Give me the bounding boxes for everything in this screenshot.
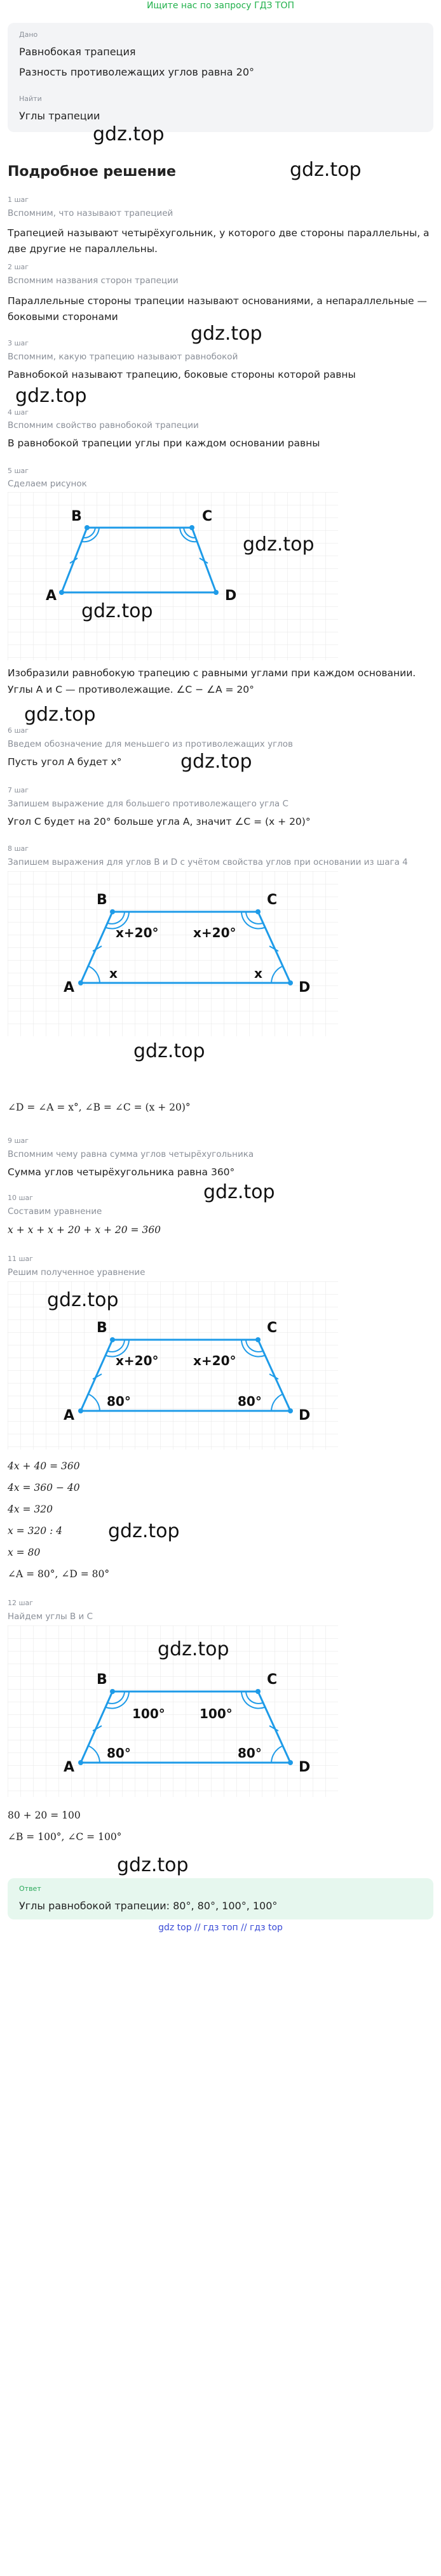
trapezoid-figure-2 bbox=[8, 871, 338, 1036]
step-subtitle: Составим уравнение bbox=[8, 1206, 102, 1217]
watermark: gdz.top bbox=[47, 1289, 119, 1311]
find-tag: Найти bbox=[19, 95, 42, 103]
trapezoid-figure-1 bbox=[8, 492, 338, 660]
vertex-label-b: B bbox=[97, 1672, 107, 1688]
answer-card bbox=[8, 1878, 433, 1919]
step-text: Параллельные стороны трапеции называют основаниями, а непараллельные — боковыми сторонами bbox=[8, 295, 427, 323]
solution-title: Подробное решение bbox=[8, 164, 176, 180]
step-subtitle: Вспомним чему равна сумма углов четырёхугольника bbox=[8, 1149, 254, 1159]
vertex-label-a: A bbox=[64, 1759, 75, 1775]
step-subtitle: Вспомним названия сторон трапеции bbox=[8, 276, 179, 286]
vertex-label-c: C bbox=[267, 892, 278, 908]
vertex-label-c: C bbox=[267, 1672, 278, 1688]
angle-label-d: 80° bbox=[238, 1745, 262, 1761]
step-number: 10 шаг bbox=[8, 1194, 34, 1202]
step-number: 5 шаг bbox=[8, 467, 29, 475]
step-text: Равнобокой называют трапецию, боковые стороны которой равны bbox=[8, 369, 356, 380]
step-text: В равнобокой трапеции углы при каждом основании равны bbox=[8, 437, 320, 449]
footer-links[interactable]: gdz top // гдз топ // гдз top bbox=[158, 1923, 283, 1933]
watermark: gdz.top bbox=[180, 751, 252, 773]
step-text: Угол C будет на 20° больше угла A, значит ∠C = (x + 20)° bbox=[8, 816, 311, 827]
vertex-label-a: A bbox=[64, 980, 75, 996]
step-number: 4 шаг bbox=[8, 408, 29, 417]
step-number: 1 шаг bbox=[8, 196, 29, 204]
angle-label-a: 80° bbox=[107, 1394, 131, 1409]
vertex-label-c: C bbox=[267, 1320, 278, 1336]
answer-tag: Ответ bbox=[19, 1885, 41, 1893]
given-card bbox=[8, 23, 433, 132]
angle-label-d: x bbox=[254, 966, 262, 981]
watermark: gdz.top bbox=[108, 1520, 180, 1542]
vertex-label-d: D bbox=[299, 1408, 311, 1424]
given-tag: Дано bbox=[19, 30, 38, 39]
vertex-label-b: B bbox=[71, 509, 82, 524]
angle-label-a: x bbox=[109, 966, 118, 981]
vertex-label-b: B bbox=[97, 1320, 107, 1336]
step-subtitle: Найдем углы B и C bbox=[8, 1612, 93, 1622]
step-text: Углы A и C — противолежащие. ∠C − ∠A = 20° bbox=[8, 684, 254, 695]
watermark: gdz.top bbox=[191, 323, 262, 345]
watermark: gdz.top bbox=[203, 1181, 275, 1203]
vertex-label-a: A bbox=[64, 1408, 75, 1424]
grid bbox=[8, 871, 338, 1036]
step-subtitle: Запишем выражения для углов B и D с учётом свойства углов при основании из шага 4 bbox=[8, 857, 408, 867]
angle-label-b: x+20° bbox=[116, 925, 159, 940]
vertex-label-c: C bbox=[202, 509, 213, 524]
angle-label-b: 100° bbox=[132, 1706, 165, 1721]
step-subtitle: Запишем выражение для большего противолежащего угла C bbox=[8, 799, 288, 809]
answer-text: Углы равнобокой трапеции: 80°, 80°, 100°, 100° bbox=[19, 1900, 278, 1912]
given-line-1: Равнобокая трапеция bbox=[19, 46, 136, 58]
step-text: Сумма углов четырёхугольника равна 360° bbox=[8, 1166, 235, 1178]
vertex-label-a: A bbox=[46, 588, 57, 604]
given-line-2: Разность противолежащих углов равна 20° bbox=[19, 66, 255, 78]
vertex-label-b: B bbox=[97, 892, 107, 908]
vertex-label-d: D bbox=[299, 1759, 311, 1775]
angle-label-c: 100° bbox=[200, 1706, 233, 1721]
equation: 80 + 20 = 100 bbox=[8, 1810, 81, 1821]
step-text: Пусть угол A будет x° bbox=[8, 756, 122, 768]
step-number: 7 шаг bbox=[8, 786, 29, 794]
watermark: gdz.top bbox=[81, 600, 153, 622]
step-subtitle: Сделаем рисунок bbox=[8, 479, 87, 489]
angle-label-a: 80° bbox=[107, 1745, 131, 1761]
vertex-label-d: D bbox=[225, 588, 237, 604]
watermark: gdz.top bbox=[243, 533, 315, 556]
equation: x = 80 bbox=[8, 1547, 41, 1558]
equation: ∠A = 80°, ∠D = 80° bbox=[8, 1568, 110, 1580]
step-number: 8 шаг bbox=[8, 844, 29, 853]
find-line: Углы трапеции bbox=[19, 110, 100, 122]
step-number: 12 шаг bbox=[8, 1599, 34, 1607]
equation: 4x = 360 − 40 bbox=[8, 1482, 80, 1493]
step-subtitle: Вспомним, какую трапецию называют равнобокой bbox=[8, 352, 238, 362]
step-subtitle: Вспомним свойство равнобокой трапеции bbox=[8, 420, 199, 430]
step-subtitle: Введем обозначение для меньшего из противолежащих углов bbox=[8, 739, 294, 749]
watermark: gdz.top bbox=[93, 123, 165, 145]
step-subtitle: Решим полученное уравнение bbox=[8, 1267, 146, 1278]
step-text: Трапецией называют четырёхугольник, у которого две стороны параллельны, а две другие не параллельны. bbox=[8, 227, 430, 255]
step-number: 11 шаг bbox=[8, 1255, 34, 1263]
step-subtitle: Вспомним, что называют трапецией bbox=[8, 208, 173, 218]
angle-label-c: x+20° bbox=[193, 1353, 236, 1368]
watermark: gdz.top bbox=[15, 385, 87, 407]
angle-label-c: x+20° bbox=[193, 925, 236, 940]
step-number: 9 шаг bbox=[8, 1137, 29, 1145]
step-text: Изобразили равнобокую трапецию с равными углами при каждом основании. bbox=[8, 667, 416, 679]
watermark: gdz.top bbox=[117, 1854, 189, 1876]
step-number: 2 шаг bbox=[8, 263, 29, 271]
step-number: 6 шаг bbox=[8, 726, 29, 735]
equation: ∠B = 100°, ∠C = 100° bbox=[8, 1831, 122, 1843]
watermark: gdz.top bbox=[158, 1638, 229, 1660]
equation: 4x + 40 = 360 bbox=[8, 1460, 80, 1472]
equation: x = 320 : 4 bbox=[8, 1525, 63, 1537]
watermark: gdz.top bbox=[290, 159, 362, 181]
watermark: gdz.top bbox=[133, 1040, 205, 1062]
grid bbox=[8, 492, 338, 660]
watermark: gdz.top bbox=[24, 704, 96, 726]
angle-label-d: 80° bbox=[238, 1394, 262, 1409]
equation: x + x + x + 20 + x + 20 = 360 bbox=[8, 1224, 161, 1236]
vertex-label-d: D bbox=[299, 980, 311, 996]
top-banner[interactable]: Ищите нас по запросу ГДЗ ТОП bbox=[146, 1, 295, 11]
step-text: ∠D = ∠A = x°, ∠B = ∠C = (x + 20)° bbox=[8, 1102, 191, 1113]
step-number: 3 шаг bbox=[8, 339, 29, 347]
angle-label-b: x+20° bbox=[116, 1353, 159, 1368]
equation: 4x = 320 bbox=[8, 1504, 53, 1515]
